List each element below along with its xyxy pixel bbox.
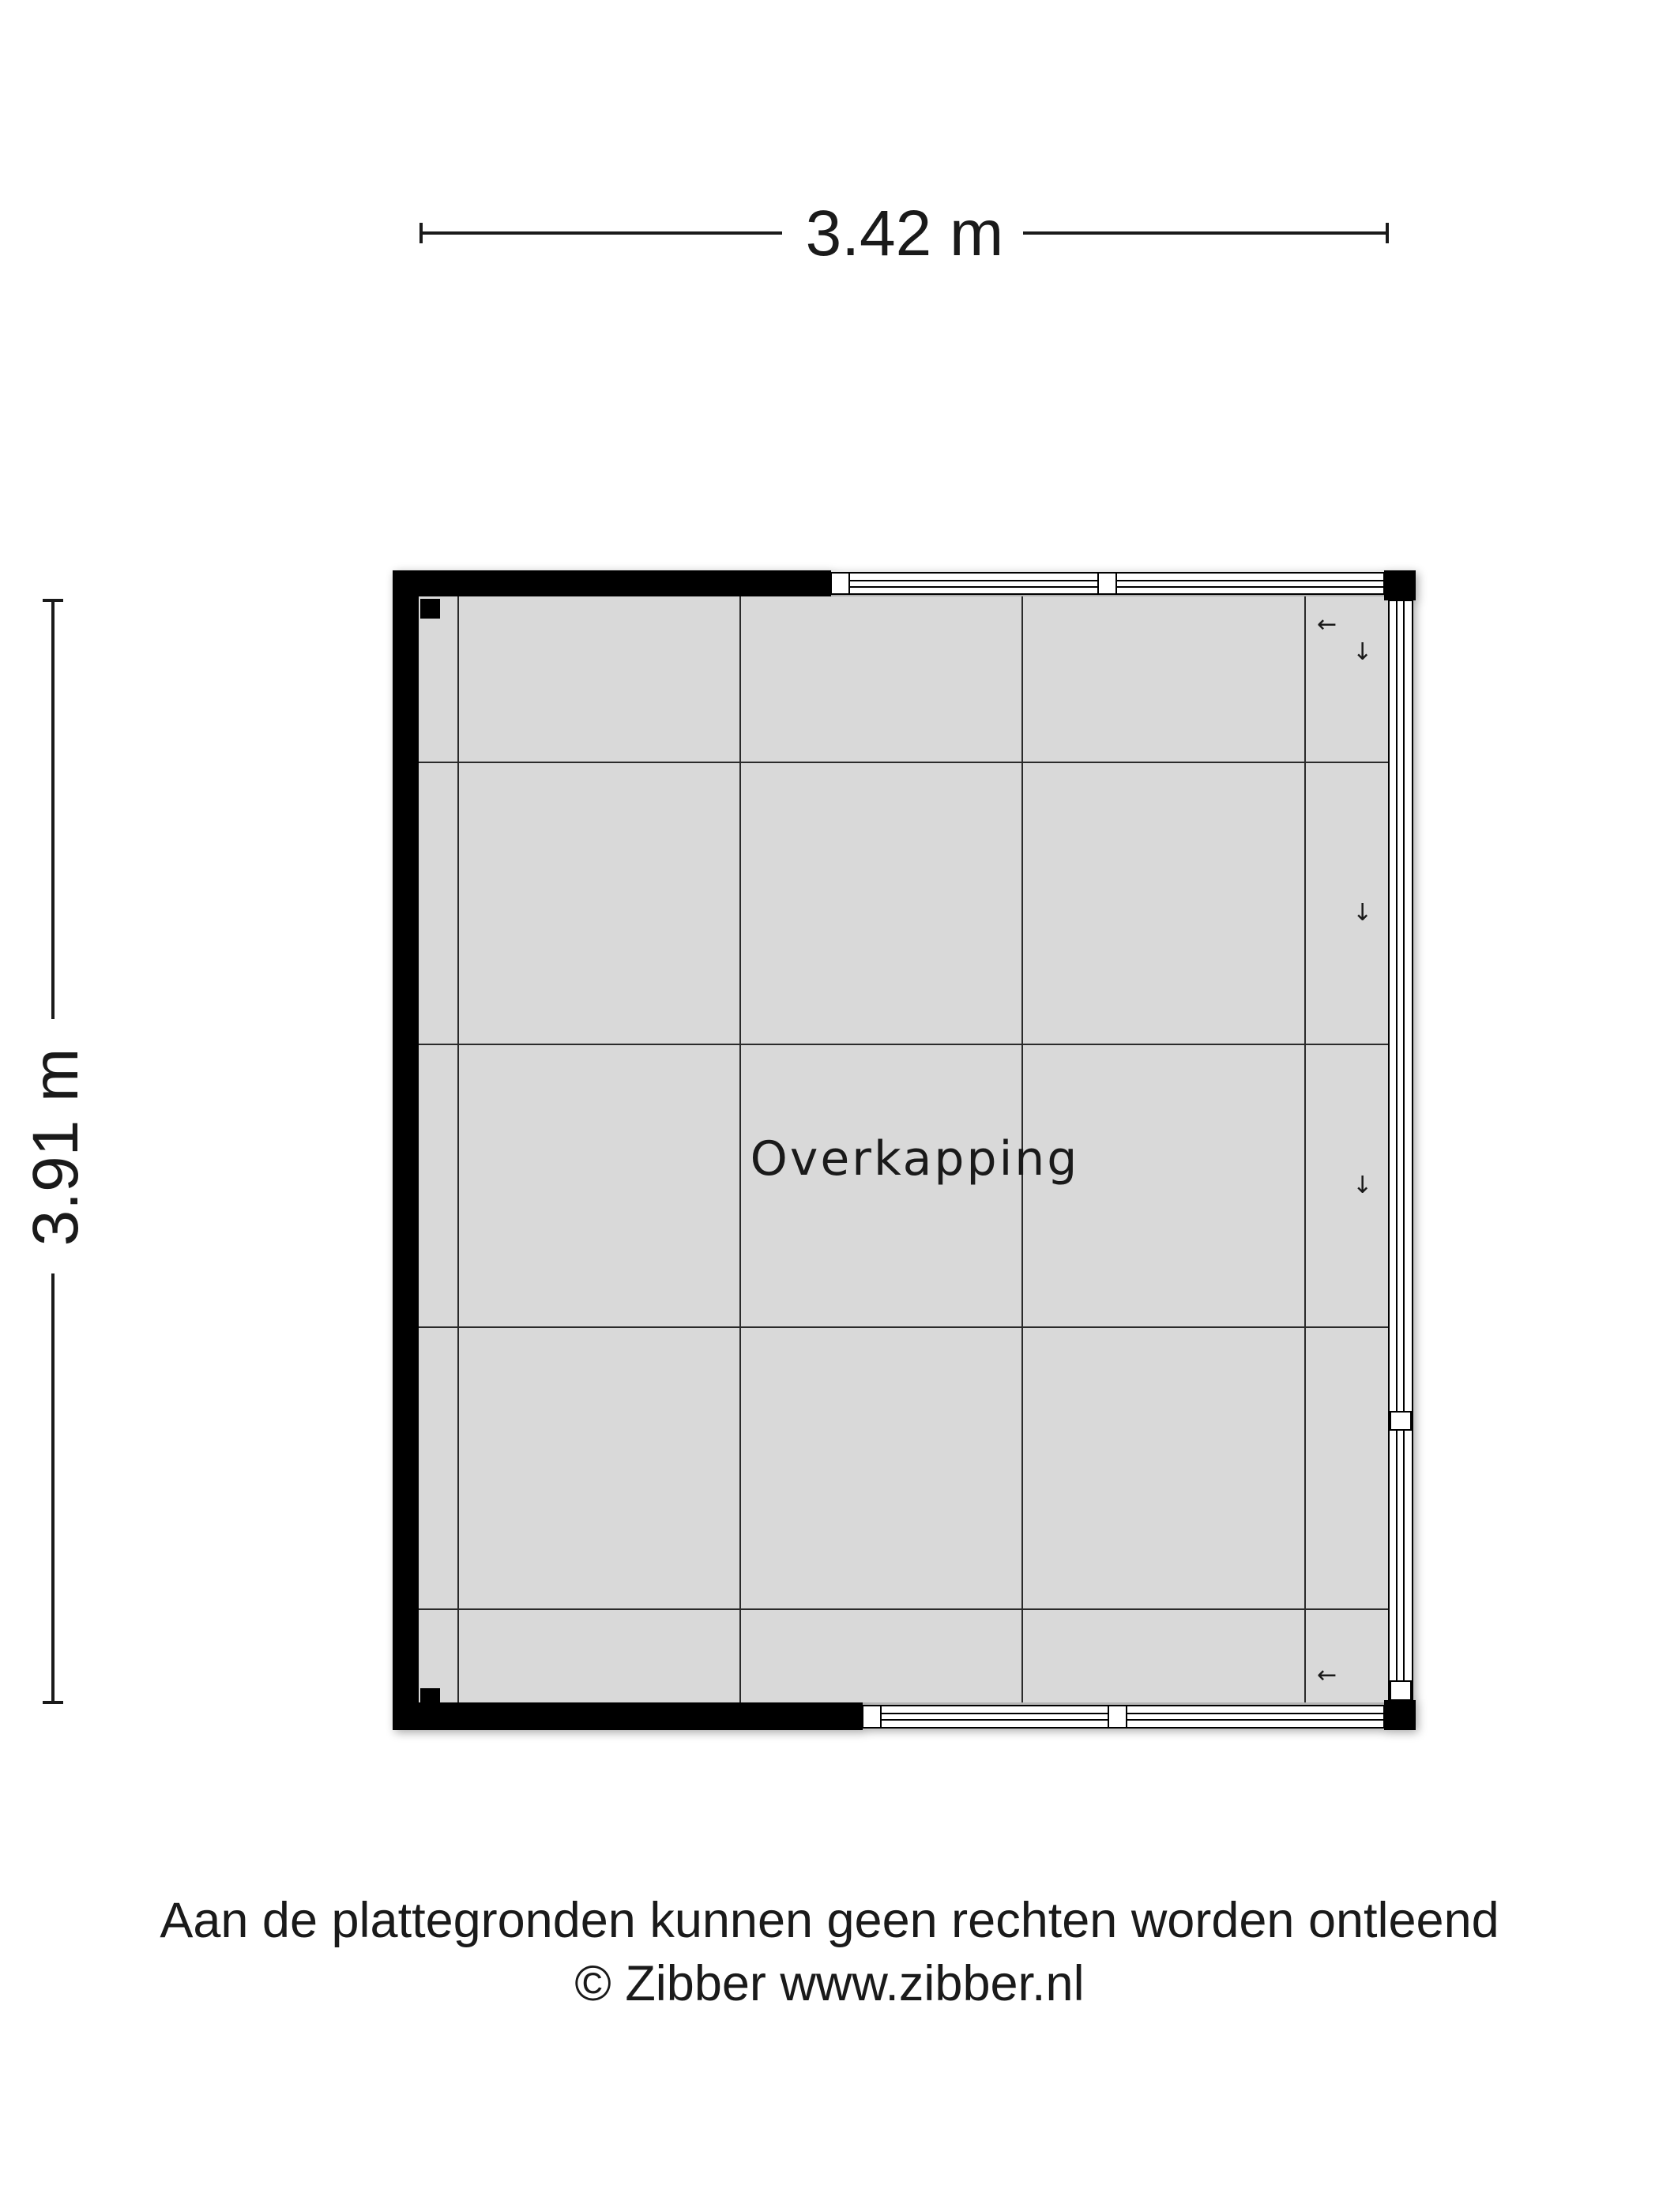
window-bottom — [863, 1706, 1384, 1728]
wall-bottom — [393, 1702, 863, 1730]
post-bottom-right — [1384, 1700, 1416, 1730]
post-inner-top-left — [420, 599, 440, 619]
arrow-down-icon: ↓ — [1352, 1172, 1373, 1199]
room-label: Overkapping — [750, 1131, 1080, 1187]
footer-copyright: © Zibber www.zibber.nl — [574, 1956, 1085, 2011]
width-dimension — [421, 198, 1387, 269]
post-top-right — [1384, 570, 1416, 600]
window-right — [1389, 600, 1413, 1700]
arrow-left-icon: ← — [1317, 1661, 1337, 1689]
height-dimension-label: 3.91 m — [20, 1048, 92, 1247]
arrow-left-icon: ← — [1317, 611, 1337, 638]
wall-left — [393, 570, 419, 1730]
wall-top — [393, 570, 831, 596]
arrow-down-icon: ↓ — [1352, 638, 1373, 666]
footer-disclaimer: Aan de plattegronden kunnen geen rechten worden ontleend — [160, 1893, 1499, 1948]
width-dimension-label: 3.42 m — [805, 198, 1004, 269]
height-dimension — [20, 600, 92, 1702]
window-top — [831, 573, 1384, 594]
arrow-down-icon: ↓ — [1352, 899, 1373, 927]
post-inner-bottom-left — [420, 1688, 440, 1702]
